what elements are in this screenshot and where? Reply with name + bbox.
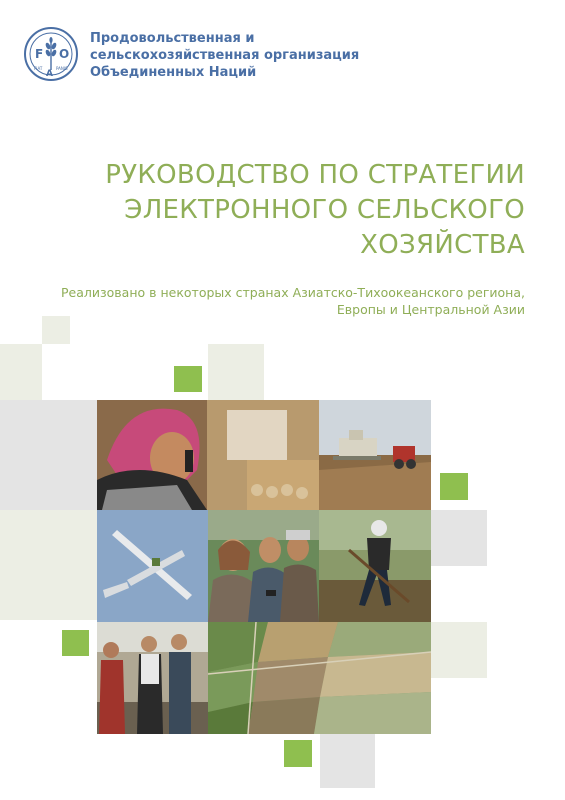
document-title	[45, 158, 525, 263]
decor-square	[0, 510, 97, 620]
title-line-3: ХОЗЯЙСТВА	[360, 230, 525, 260]
decor-square	[320, 733, 375, 788]
decor-square	[431, 510, 487, 566]
decor-square	[431, 622, 487, 678]
worker-hoe-field-photo	[319, 510, 431, 622]
title-line-2: ЭЛЕКТРОННОГО СЕЛЬСКОГО	[124, 195, 525, 225]
logo-motto-panis: PANIS	[56, 66, 68, 71]
logo-letter-o: O	[59, 47, 70, 61]
drone-aircraft-photo	[97, 510, 208, 622]
people-outdoors-photo	[97, 622, 208, 734]
decor-square	[0, 344, 42, 400]
decor-square-green	[284, 740, 312, 767]
logo-letter-a: A	[46, 69, 53, 79]
subtitle-line-1: Реализовано в некоторых странах Азиатско-Тихоокеанского региона,	[61, 285, 525, 300]
decor-square-green	[440, 473, 468, 500]
document-subtitle	[45, 284, 525, 318]
woman-phone-market-photo	[97, 400, 319, 510]
fao-logo	[23, 26, 79, 82]
org-line-3: Объединенных Наций	[90, 65, 257, 80]
logo-motto-fiat: FIAT	[34, 66, 43, 71]
decor-square-green	[174, 366, 202, 392]
combine-harvester-photo	[319, 400, 431, 510]
subtitle-line-2: Европы и Центральной Азии	[336, 302, 525, 317]
org-line-1: Продовольственная и	[90, 31, 255, 46]
aerial-fields-photo	[208, 622, 431, 734]
logo-letter-f: F	[35, 47, 44, 61]
decor-square	[42, 316, 70, 344]
farmers-group-phones-photo	[208, 510, 319, 622]
org-line-2: сельскохозяйственная организация	[90, 48, 360, 63]
decor-square	[208, 344, 264, 400]
organization-name	[90, 30, 390, 81]
decor-square	[0, 400, 97, 510]
decor-square-green	[62, 630, 89, 656]
title-line-1: РУКОВОДСТВО ПО СТРАТЕГИИ	[105, 160, 525, 190]
